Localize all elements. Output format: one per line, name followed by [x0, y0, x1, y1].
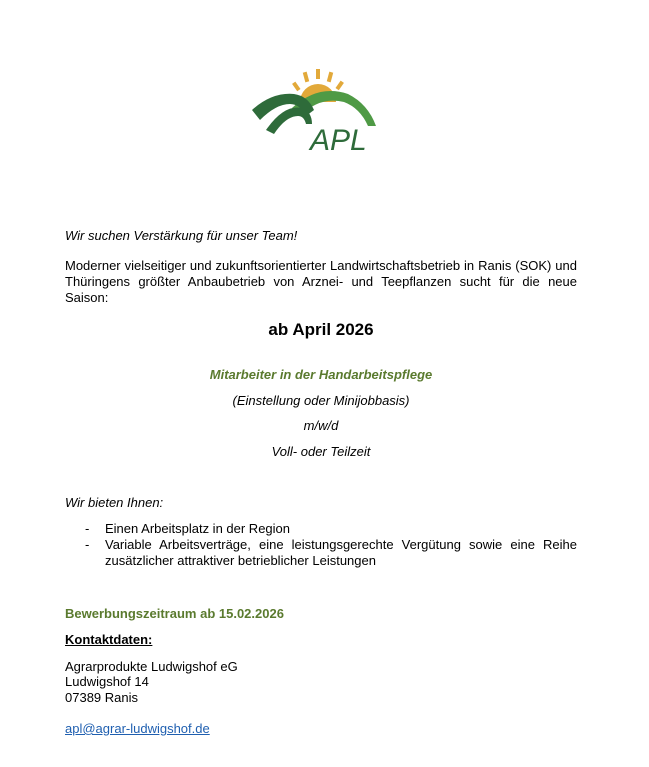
contact-city: 07389 Ranis — [65, 690, 138, 705]
company-description: Moderner vielseitiger und zukunftsorientierter Landwirtschaftsbetrieb in Ranis (SOK) und Thüringens größter Anbaubetrieb von Arznei- und Teepflanzen sucht für die neue Saison: — [65, 258, 577, 305]
employment-type: (Einstellung oder Minijobbasis) — [232, 393, 410, 408]
bullet-dash: - — [85, 521, 90, 536]
offer-heading: Wir bieten Ihnen: — [65, 495, 164, 510]
offer-item-text: Variable Arbeitsverträge, eine leistungsgerechte Vergütung sowie eine Reihe zusätzlicher attraktiver betrieblicher Leistungen — [105, 537, 577, 568]
application-period: Bewerbungszeitraum ab 15.02.2026 — [65, 606, 284, 621]
intro-text: Wir suchen Verstärkung für unser Team! — [65, 228, 298, 243]
start-date: ab April 2026 — [268, 320, 374, 339]
contact-heading: Kontaktdaten: — [65, 632, 153, 647]
gender-note: m/w/d — [303, 418, 339, 433]
logo-text: APL — [310, 124, 367, 156]
contact-street: Ludwigshof 14 — [65, 674, 149, 689]
apl-logo — [248, 64, 390, 156]
offer-list-item — [85, 537, 577, 569]
offer-list — [85, 521, 577, 569]
offer-item-text: Einen Arbeitsplatz in der Region — [105, 521, 291, 536]
contact-company: Agrarprodukte Ludwigshof eG — [65, 659, 238, 674]
apl-logo-graphic — [248, 64, 390, 156]
position-title: Mitarbeiter in der Handarbeitspflege — [209, 367, 433, 382]
contact-email-link[interactable]: apl@agrar-ludwigshof.de — [65, 721, 210, 736]
bullet-dash: - — [85, 537, 90, 552]
offer-list-item — [85, 521, 577, 537]
working-hours: Voll- oder Teilzeit — [271, 444, 371, 459]
